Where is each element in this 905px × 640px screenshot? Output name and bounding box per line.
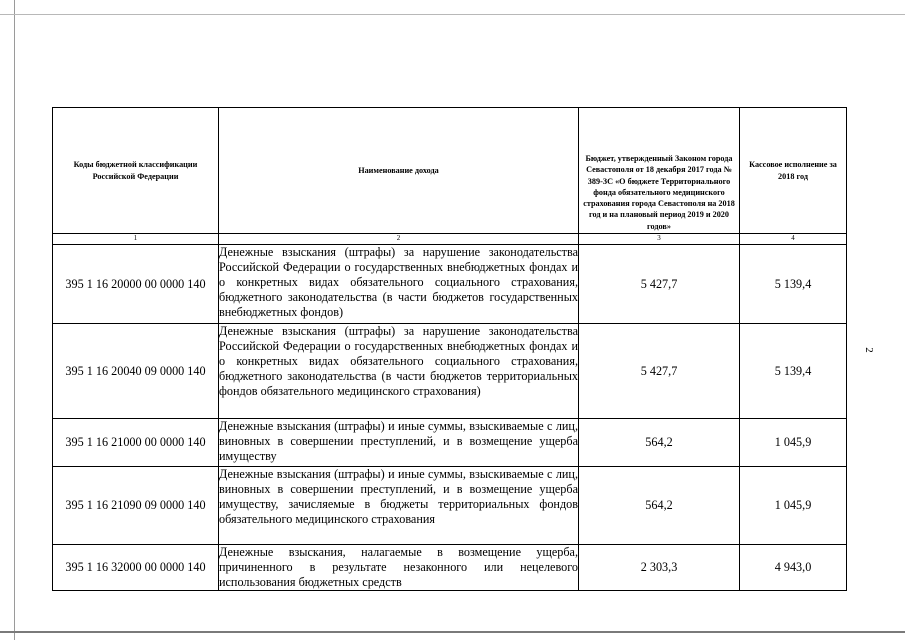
executed-amount: 4 943,0 [740,545,847,591]
header-cash-execution: Кассовое исполнение за 2018 год [740,108,847,234]
income-name: Денежные взыскания (штрафы) и иные суммы, взыскиваемые с лиц, виновных в совершении преступлений, и в возмещение ущерба имуществу, зачисляемые в бюджеты территориальных фондов обязательного медицинского страхования [219,467,579,545]
table-header-row [53,108,847,234]
executed-amount: 5 139,4 [740,245,847,324]
header-codes: Коды бюджетной классификации Российской Федерации [53,108,219,234]
scan-edge-bottom [0,631,905,633]
column-number: 3 [579,234,740,245]
budget-code: 395 1 16 21000 00 0000 140 [53,419,219,467]
income-name: Денежные взыскания (штрафы) и иные суммы, взыскиваемые с лиц, виновных в совершении преступлений, и в возмещение ущерба имуществу [219,419,579,467]
budget-code: 395 1 16 32000 00 0000 140 [53,545,219,591]
income-name: Денежные взыскания (штрафы) за нарушение законодательства Российской Федерации о государственных внебюджетных фондах и о конкретных видах обязательного социального страхования, бюджетного законодательства (в части бюджетов территориальных фондов обязательного медицинского страхования) [219,324,579,419]
page-number: 2 [862,347,875,353]
executed-amount: 1 045,9 [740,419,847,467]
scan-edge-left [14,0,15,640]
budget-code: 395 1 16 20040 09 0000 140 [53,324,219,419]
approved-amount: 564,2 [579,467,740,545]
scan-edge-top [0,14,905,15]
executed-amount: 1 045,9 [740,467,847,545]
income-name: Денежные взыскания (штрафы) за нарушение законодательства Российской Федерации о государственных внебюджетных фондах и о конкретных видах обязательного социального страхования, бюджетного законодательства (в части бюджетов государственных внебюджетных фондов) [219,245,579,324]
approved-amount: 5 427,7 [579,324,740,419]
table-row [53,467,847,545]
table-row [53,245,847,324]
budget-code: 395 1 16 20000 00 0000 140 [53,245,219,324]
income-name: Денежные взыскания, налагаемые в возмещение ущерба, причиненного в результате незаконного или нецелевого использования бюджетных средств [219,545,578,590]
table-row [53,419,847,467]
revenue-table [52,107,847,591]
column-number: 1 [53,234,219,245]
column-number: 2 [219,234,579,245]
approved-amount: 564,2 [579,419,740,467]
table-row [53,324,847,419]
approved-amount: 2 303,3 [579,545,740,591]
approved-amount: 5 427,7 [579,245,740,324]
executed-amount: 5 139,4 [740,324,847,419]
header-approved-budget: Бюджет, утвержденный Законом города Севастополя от 18 декабря 2017 года № 389-ЗС «О бюджете Территориального фонда обязательного медицинского страхования города Севастополя на 2018 год и на плановый период 2019 и 2020 годов» [579,108,740,234]
table-row [53,545,847,591]
header-income-name: Наименование дохода [219,108,579,234]
column-number-row [53,234,847,245]
column-number: 4 [740,234,847,245]
budget-code: 395 1 16 21090 09 0000 140 [53,467,219,545]
